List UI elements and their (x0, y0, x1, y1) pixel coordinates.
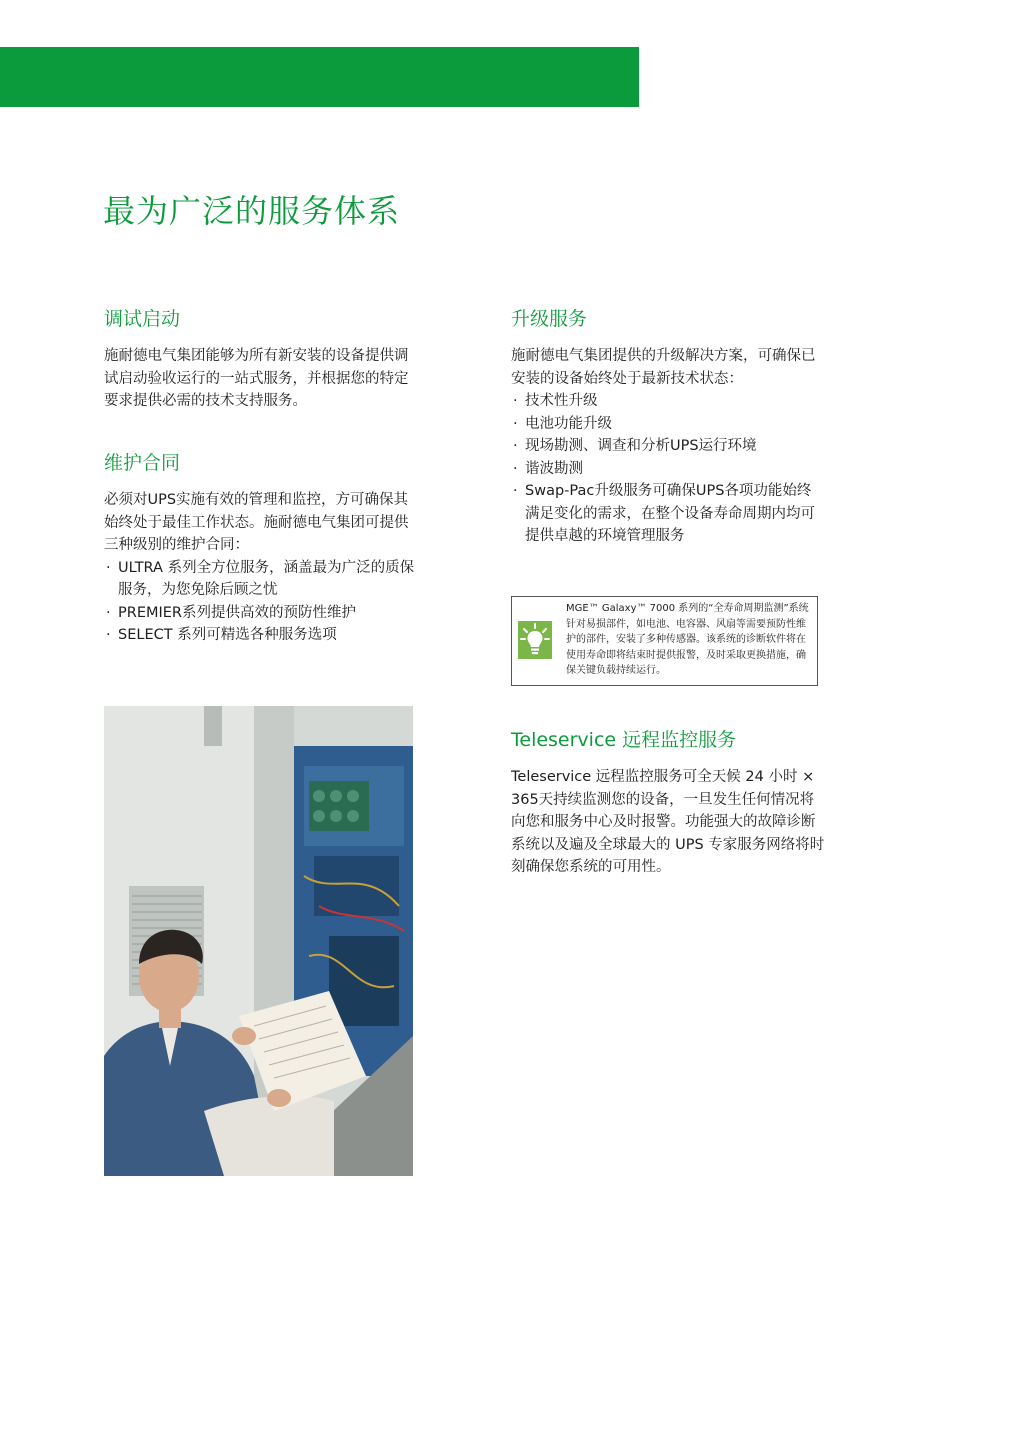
maintenance-text: 必须对UPS实施有效的管理和监控，方可确保其始终处于最佳工作状态。施耐德电气集团可提供三种级别的维护合同： (104, 492, 409, 553)
section-upgrade (511, 304, 823, 548)
header-green-bar (0, 47, 639, 107)
list-item: · 技术性升级 (511, 390, 823, 413)
teleservice-text: Teleservice 远程监控服务可全天候 24 小时 × 365天持续监测您的设备，一旦发生任何情况将向您和服务中心及时报警。功能强大的故障诊断系统以及遍及全球最大的 UPS 专家服务网络将时刻确保您系统的可用性。 (511, 769, 825, 875)
upgrade-text: 施耐德电气集团提供的升级解决方案，可确保已安装的设备始终处于最新技术状态： (511, 348, 816, 387)
section-commissioning (104, 304, 416, 413)
list-item: · ULTRA 系列全方位服务，涵盖最为广泛的质保服务，为您免除后顾之忧 (104, 557, 419, 602)
list-item: · 谐波勘测 (511, 458, 823, 481)
list-item: · SELECT 系列可精选各种服务选项 (104, 624, 419, 647)
upgrade-list (511, 390, 823, 548)
page-title: 最为广泛的服务体系 (103, 192, 401, 230)
teleservice-heading: Teleservice 远程监控服务 (511, 729, 737, 751)
tip-box (511, 596, 818, 686)
list-item: · PREMIER系列提供高效的预防性维护 (104, 602, 419, 625)
technician-photo (104, 706, 413, 1176)
section-teleservice (511, 725, 826, 879)
upgrade-heading: 升级服务 (511, 308, 588, 330)
maintenance-heading: 维护合同 (104, 452, 181, 474)
commissioning-heading: 调试启动 (104, 308, 181, 330)
tip-text: MGE™ Galaxy™ 7000 系列的“全寿命周期监测”系统针对易损部件，如电池、电容器、风扇等需要预防性维护的部件，安装了多种传感器。该系统的诊断软件将在使用寿命即将结束时提供报警，及时采取更换措施，确保关键负载持续运行。 (566, 603, 809, 676)
list-item: · 电池功能升级 (511, 413, 823, 436)
lightbulb-icon (518, 621, 552, 659)
list-item: · Swap-Pac升级服务可确保UPS各项功能始终满足变化的需求，在整个设备寿命周期内均可提供卓越的环境管理服务 (511, 480, 823, 548)
list-item: · 现场勘测、调查和分析UPS运行环境 (511, 435, 823, 458)
section-maintenance (104, 448, 419, 647)
commissioning-text: 施耐德电气集团能够为所有新安装的设备提供调试启动验收运行的一站式服务，并根据您的特定要求提供必需的技术支持服务。 (104, 348, 409, 409)
maintenance-list (104, 557, 419, 647)
